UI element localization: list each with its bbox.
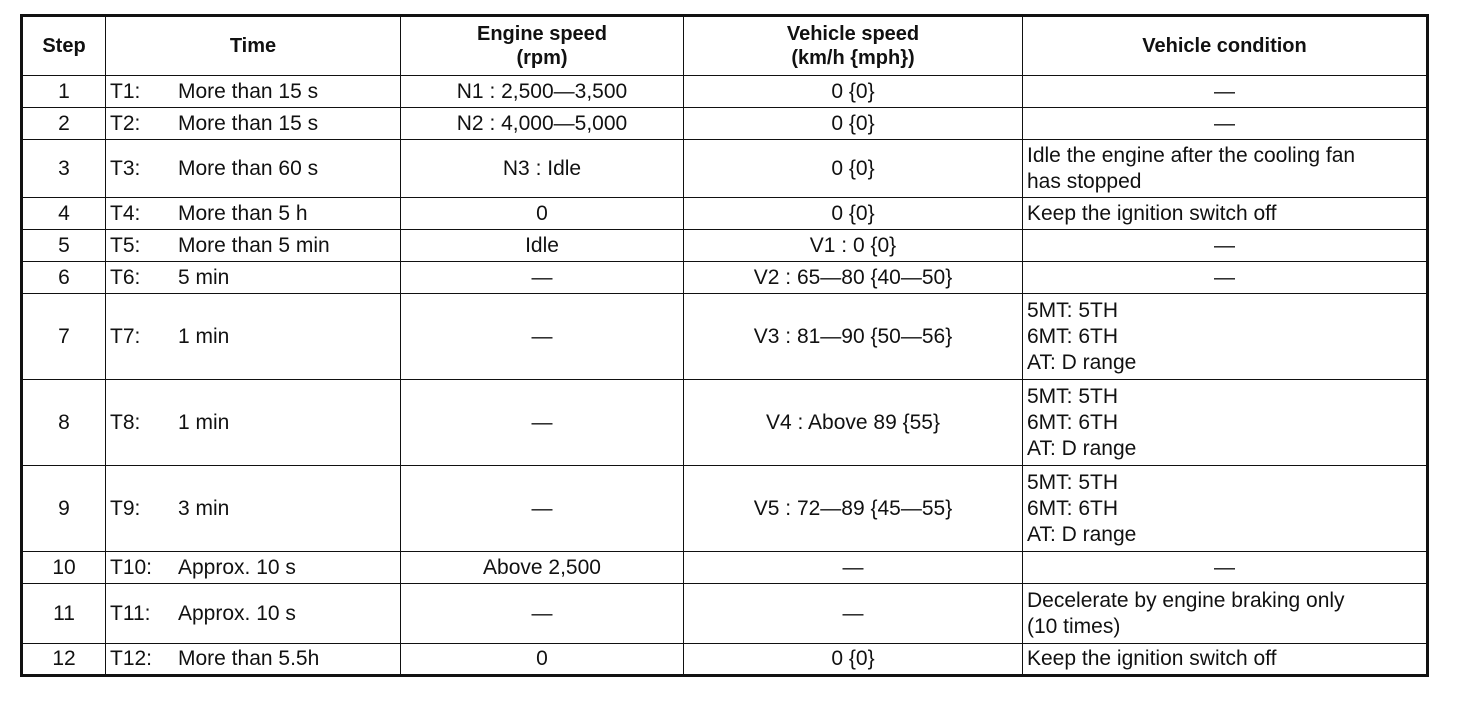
vehicle-speed-cell: V1 : 0 {0} (684, 230, 1023, 262)
condition-line: 5MT: 5TH (1027, 298, 1119, 322)
engine-speed-cell: N1 : 2,500—3,500 (401, 76, 684, 108)
step-cell: 4 (22, 198, 106, 230)
time-label: T11: (110, 601, 151, 625)
engine-speed-cell: Idle (401, 230, 684, 262)
engine-speed-cell: 0 (401, 644, 684, 676)
condition-line: 6MT: 6TH (1027, 324, 1119, 348)
table-row (22, 466, 1428, 552)
engine-speed-cell: — (401, 380, 684, 466)
vehicle-condition-cell (1023, 198, 1428, 230)
condition-line: (10 times) (1027, 614, 1121, 638)
header-step: Step (22, 16, 106, 76)
table-body (22, 76, 1428, 676)
vehicle-condition-cell (1023, 380, 1428, 466)
condition-line: 5MT: 5TH (1027, 470, 1119, 494)
engine-speed-cell: — (401, 584, 684, 644)
header-engine-speed-line2: (rpm) (516, 47, 568, 69)
condition-line: AT: D range (1027, 436, 1137, 460)
engine-speed-cell: N3 : Idle (401, 140, 684, 198)
time-value: Approx. 10 s (178, 555, 296, 579)
vehicle-speed-cell: 0 {0} (684, 198, 1023, 230)
engine-speed-cell: — (401, 262, 684, 294)
step-cell: 7 (22, 294, 106, 380)
table-row (22, 584, 1428, 644)
condition-line: has stopped (1027, 169, 1142, 193)
condition-line: AT: D range (1027, 522, 1137, 546)
step-cell: 6 (22, 262, 106, 294)
vehicle-condition-cell (1023, 552, 1428, 584)
time-value: More than 60 s (178, 156, 319, 180)
time-value: More than 15 s (178, 111, 319, 135)
step-cell: 11 (22, 584, 106, 644)
table-row (22, 140, 1428, 198)
table-row (22, 380, 1428, 466)
condition-line: 5MT: 5TH (1027, 384, 1119, 408)
time-cell (106, 198, 401, 230)
condition-line: AT: D range (1027, 350, 1137, 374)
time-cell (106, 644, 401, 676)
vehicle-speed-cell: — (684, 552, 1023, 584)
table-row (22, 230, 1428, 262)
vehicle-speed-cell: V4 : Above 89 {55} (684, 380, 1023, 466)
time-value: 1 min (178, 410, 230, 434)
table-row (22, 198, 1428, 230)
condition-line: — (1214, 265, 1235, 289)
time-label: T6: (110, 265, 141, 289)
vehicle-condition-cell (1023, 140, 1428, 198)
time-label: T4: (110, 201, 141, 225)
time-value: 5 min (178, 265, 230, 289)
time-label: T7: (110, 324, 141, 348)
vehicle-condition-cell (1023, 76, 1428, 108)
time-label: T8: (110, 410, 141, 434)
table-row (22, 644, 1428, 676)
time-label: T12: (110, 647, 153, 670)
condition-line: 6MT: 6TH (1027, 496, 1119, 520)
time-label: T2: (110, 111, 141, 135)
vehicle-condition-cell (1023, 294, 1428, 380)
step-cell: 8 (22, 380, 106, 466)
engine-speed-cell: 0 (401, 198, 684, 230)
step-cell: 2 (22, 108, 106, 140)
vehicle-condition-cell (1023, 262, 1428, 294)
vehicle-speed-cell: 0 {0} (684, 76, 1023, 108)
time-value: Approx. 10 s (178, 601, 296, 625)
condition-line: — (1214, 111, 1235, 135)
condition-line: Keep the ignition switch off (1027, 201, 1277, 225)
vehicle-speed-cell: 0 {0} (684, 108, 1023, 140)
condition-line: 6MT: 6TH (1027, 410, 1119, 434)
condition-line: — (1214, 233, 1235, 257)
engine-speed-cell: Above 2,500 (401, 552, 684, 584)
vehicle-speed-cell: 0 {0} (684, 140, 1023, 198)
header-vehicle-speed-line1: Vehicle speed (786, 23, 920, 45)
engine-speed-cell: — (401, 466, 684, 552)
time-label: T5: (110, 233, 141, 257)
time-cell (106, 380, 401, 466)
condition-line: — (1214, 79, 1235, 103)
time-label: T10: (110, 555, 153, 579)
time-cell (106, 552, 401, 584)
step-cell: 10 (22, 552, 106, 584)
header-vehicle-speed-line2: (km/h {mph}) (791, 47, 915, 69)
condition-line: Decelerate by engine braking only (1027, 588, 1345, 612)
vehicle-condition-cell (1023, 466, 1428, 552)
engine-speed-cell: N2 : 4,000—5,000 (401, 108, 684, 140)
vehicle-speed-cell: V5 : 72—89 {45—55} (684, 466, 1023, 552)
vehicle-condition-cell (1023, 584, 1428, 644)
table-row (22, 108, 1428, 140)
step-cell: 3 (22, 140, 106, 198)
step-cell: 9 (22, 466, 106, 552)
step-cell: 5 (22, 230, 106, 262)
time-value: More than 15 s (178, 79, 319, 103)
time-cell (106, 140, 401, 198)
time-label: T1: (110, 79, 141, 103)
time-cell (106, 294, 401, 380)
time-value: 3 min (178, 496, 230, 520)
table-row (22, 552, 1428, 584)
vehicle-speed-cell: V3 : 81—90 {50—56} (684, 294, 1023, 380)
vehicle-condition-cell (1023, 644, 1428, 676)
time-cell (106, 262, 401, 294)
drive-cycle-table (20, 14, 1429, 677)
time-label: T3: (110, 156, 141, 180)
condition-line: — (1214, 555, 1235, 579)
vehicle-speed-cell: 0 {0} (684, 644, 1023, 676)
time-cell (106, 230, 401, 262)
vehicle-speed-cell: V2 : 65—80 {40—50} (684, 262, 1023, 294)
time-value: 1 min (178, 324, 230, 348)
table-row (22, 262, 1428, 294)
condition-line: Keep the ignition switch off (1027, 647, 1277, 670)
engine-speed-cell: — (401, 294, 684, 380)
step-cell: 12 (22, 644, 106, 676)
header-row (22, 16, 1428, 76)
vehicle-speed-cell: — (684, 584, 1023, 644)
time-value: More than 5.5h (178, 647, 320, 670)
vehicle-condition-cell (1023, 108, 1428, 140)
time-cell (106, 584, 401, 644)
step-cell: 1 (22, 76, 106, 108)
time-value: More than 5 min (178, 233, 330, 257)
time-label: T9: (110, 496, 141, 520)
header-time: Time (106, 16, 401, 76)
time-cell (106, 466, 401, 552)
header-engine-speed (401, 16, 684, 76)
header-vehicle-speed (684, 16, 1023, 76)
table-row (22, 76, 1428, 108)
condition-line: Idle the engine after the cooling fan (1027, 143, 1356, 167)
time-cell (106, 76, 401, 108)
header-engine-speed-line1: Engine speed (476, 23, 608, 45)
time-value: More than 5 h (178, 201, 308, 225)
table-row (22, 294, 1428, 380)
time-cell (106, 108, 401, 140)
vehicle-condition-cell (1023, 230, 1428, 262)
header-vehicle-condition: Vehicle condition (1023, 16, 1428, 76)
